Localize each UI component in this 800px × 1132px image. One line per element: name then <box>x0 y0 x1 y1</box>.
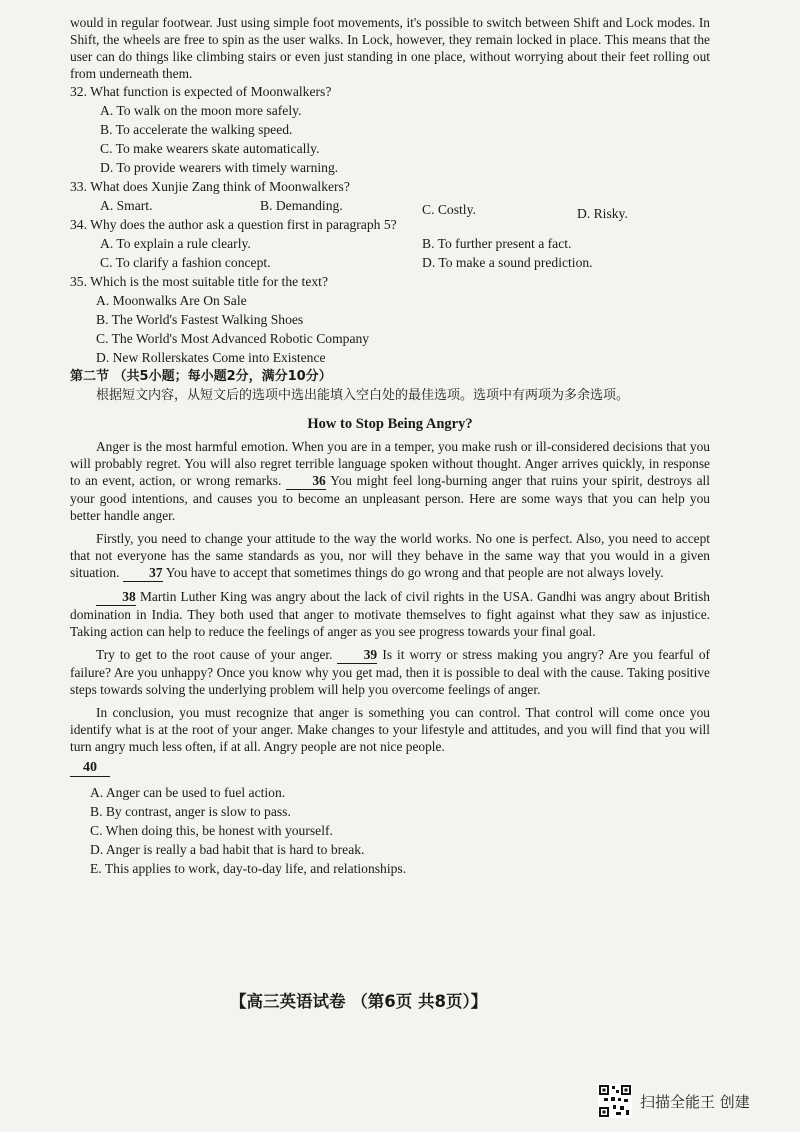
section-instruction: 根据短文内容，从短文后的选项中选出能填入空白处的最佳选项。选项中有两项为多余选项。 <box>96 388 630 403</box>
question-34 <box>70 215 710 272</box>
question-stem: 35. Which is the most suitable title for the text? <box>70 274 328 289</box>
paragraph-2: Firstly, you need to change your attitude to the way the world works. No one is perfect. Also, you need to accept that not everyone has the same standards as you, nor will they behave in the same way that you would in a given situation. 37 You have to accept that sometimes things do go wrong and that people are not always lovely. <box>70 531 710 580</box>
question-35 <box>70 272 710 367</box>
answer-options <box>70 783 710 878</box>
page-footer: 【高三英语试卷 （第6页 共8页）】 <box>230 992 488 1011</box>
option: D. New Rollerskates Come into Existence <box>96 350 326 365</box>
option: A. Smart. <box>100 198 153 213</box>
blank-40-line <box>70 758 710 777</box>
paragraph-5: In conclusion, you must recognize that anger is something you can control. That control will come once you identify what is at the root of your anger. Make changes to your lifestyle and attitudes, and you will find that you will turn angry much less often, if at all. Angry people are not nice people. <box>70 705 710 754</box>
paragraph-1: Anger is the most harmful emotion. When you are in a temper, you make rush or ill-considered decisions that you will probably regret. You will also regret terrible language spoken without thought. Anger arrives quickly, in response to an event, action, or wrong remarks. 36 You might feel long-burning anger that ruins your spirit, destroys all your good intentions, and causes you to become an unpleasant person. Here are some ways that you can help you better handle anger. <box>70 439 710 523</box>
question-stem: 33. What does Xunjie Zang think of Moonwalkers? <box>70 179 350 194</box>
option: A. To explain a rule clearly. <box>100 236 251 251</box>
blank-40[interactable]: 40 <box>70 759 110 777</box>
answer-option: B. By contrast, anger is slow to pass. <box>90 804 291 819</box>
option: B. The World's Fastest Walking Shoes <box>96 312 304 327</box>
option: B. Demanding. <box>260 198 343 213</box>
option: B. To accelerate the walking speed. <box>100 122 293 137</box>
passage-continuation: would in regular footwear. Just using simple foot movements, it's possible to switch between Shift and Lock modes. In Shift, the wheels are free to spin as the user walks. In Lock, however, they remain locked in place. This means that the user can do things like climbing stairs or even just standing in one place, without worrying about their feet rolling out from underneath them. <box>70 15 710 81</box>
option: D. To provide wearers with timely warning. <box>100 160 339 175</box>
exam-page <box>70 14 710 878</box>
question-33 <box>70 177 710 221</box>
blank-39[interactable]: 39 <box>337 646 377 664</box>
question-32 <box>70 82 710 177</box>
option-row <box>100 196 710 221</box>
blank-38[interactable]: 38 <box>96 588 136 606</box>
answer-option: E. This applies to work, day-to-day life, and relationships. <box>90 861 407 876</box>
scanner-watermark <box>598 1084 750 1118</box>
passage-title: How to Stop Being Angry? <box>307 416 473 432</box>
option: A. To walk on the moon more safely. <box>100 103 302 118</box>
answer-option: A. Anger can be used to fuel action. <box>90 785 286 800</box>
option: C. To make wearers skate automatically. <box>100 141 320 156</box>
option: B. To further present a fact. <box>422 236 572 251</box>
blank-37[interactable]: 37 <box>123 564 163 582</box>
question-stem: 34. Why does the author ask a question first in paragraph 5? <box>70 217 397 232</box>
answer-option: D. Anger is really a bad habit that is hard to break. <box>90 842 365 857</box>
answer-option: C. When doing this, be honest with yourself. <box>90 823 333 838</box>
qr-code-icon <box>598 1084 632 1118</box>
blank-36[interactable]: 36 <box>286 472 326 490</box>
section-heading: 第二节 （共5小题；每小题2分，满分10分） <box>70 369 332 384</box>
option: D. To make a sound prediction. <box>422 255 593 270</box>
option: C. Costly. <box>422 202 476 217</box>
option: C. To clarify a fashion concept. <box>100 255 271 270</box>
question-stem: 32. What function is expected of Moonwalkers? <box>70 84 332 99</box>
option-grid <box>100 234 710 272</box>
paragraph-3: 38 Martin Luther King was angry about the lack of civil rights in the USA. Gandhi was angry about British domination in India. They both used that anger to motivate themselves to fight against what they saw as injustice. Taking action can help to reduce the feelings of anger as you see progress towards your final goal. <box>70 589 710 639</box>
option: D. Risky. <box>577 206 628 221</box>
option: A. Moonwalks Are On Sale <box>96 293 247 308</box>
option: C. The World's Most Advanced Robotic Company <box>96 331 370 346</box>
paragraph-4: Try to get to the root cause of your anger. 39 Is it worry or stress making you angry? Are you fearful of failure? Are you unhappy? Once you know why you get mad, then it is possible to deal with the cause. Taking positive steps towards solving the underlying problem will help you overcome feelings of anger. <box>70 647 710 697</box>
scanner-label: 扫描全能王 创建 <box>640 1092 750 1111</box>
